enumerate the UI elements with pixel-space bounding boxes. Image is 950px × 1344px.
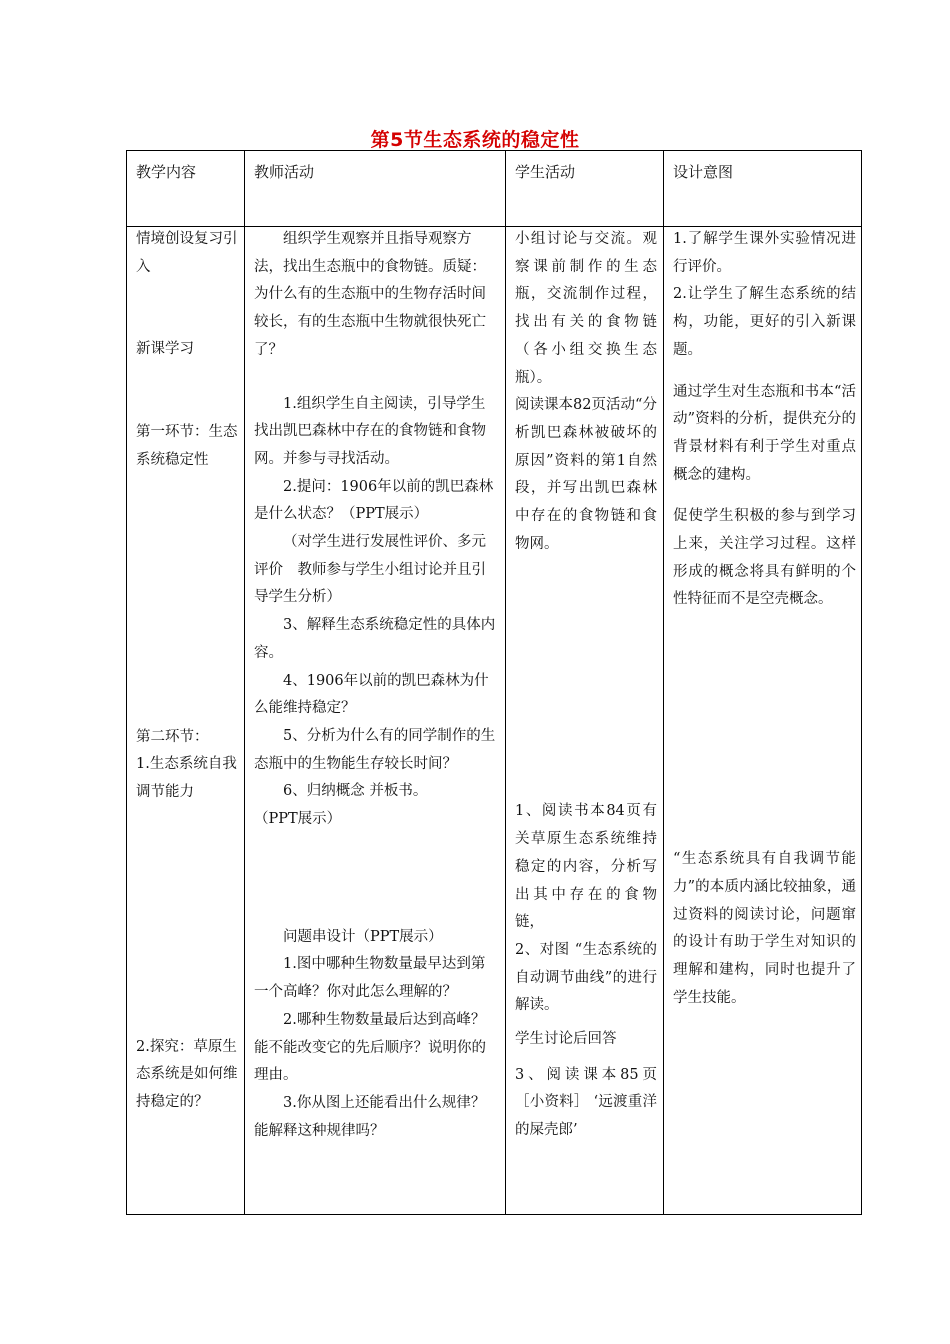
- column-divider: [663, 151, 664, 1214]
- design-intent-cell: [673, 226, 856, 1012]
- teacher-item: 6、归纳概念 并板书。: [283, 783, 428, 800]
- student-item: 1、阅读书本84页有关草原生态系统维持稳定的内容，分析写出其中存在的食物链，: [515, 803, 657, 931]
- teacher-item: （对学生进行发展性评价、多元评价 教师参与学生小组讨论并且引导学生分析）: [254, 534, 486, 606]
- lesson-table: [126, 150, 862, 1215]
- student-item: 3、阅读课本85页［小资料］ ‘远渡重洋的屎壳郎’: [515, 1066, 657, 1139]
- teacher-item: 5、分析为什么有的同学制作的生态瓶中的生物能生存较长时间？: [254, 727, 496, 772]
- header-design-intent: 设计意图: [673, 163, 734, 181]
- teacher-item: 4、1906年以前的凯巴森林为什么能维持稳定？: [254, 672, 489, 717]
- content-item: 1.生态系统自我调节能力: [136, 756, 237, 800]
- intent-item: “生态系统具有自我调节能力”的本质内涵比较抽象，通过资料的阅读讨论，问题窜的设计有助于学生对知识的理解和建构，同时也提升了学生技能。: [673, 851, 856, 1006]
- content-item: 情境创设复习引入: [136, 231, 238, 275]
- student-item: 学生讨论后回答: [515, 1031, 617, 1048]
- teacher-item: 2.哪种生物数量最后达到高峰？能不能改变它的先后顺序？说明你的理由。: [254, 1011, 486, 1084]
- content-item: 新课学习: [136, 341, 194, 358]
- student-item: 小组讨论与交流。观察课前制作的生态瓶，交流制作过程，找出有关的食物链（各小组交换生态瓶）。: [515, 231, 657, 386]
- teacher-item: 3、解释生态系统稳定性的具体内容。: [254, 617, 496, 661]
- teacher-item: 组织学生观察并且指导观察方法，找出生态瓶中的食物链。质疑：为什么有的生态瓶中的生物存活时间较长，有的生态瓶中生物就很快死亡了？: [254, 231, 486, 358]
- teacher-item: 问题串设计（PPT展示）: [283, 928, 443, 945]
- teacher-item: 1.组织学生自主阅读，引导学生找出凯巴森林中存在的食物链和食物网。并参与寻找活动。: [254, 395, 486, 467]
- header-teacher-activity: 教师活动: [254, 163, 315, 181]
- student-item: 2、对图 “生态系统的自动调节曲线”的进行解读。: [515, 941, 657, 1014]
- teaching-content-cell: [136, 226, 240, 1117]
- content-item: 第二环节：: [136, 728, 209, 745]
- teacher-item: 3.你从图上还能看出什么规律？能解释这种规律吗？: [254, 1094, 486, 1139]
- teacher-activity-cell: [254, 226, 499, 1145]
- header-student-activity: 学生活动: [515, 163, 576, 181]
- intent-item: 2.让学生了解生态系统的结构，功能，更好的引入新课题。: [673, 286, 856, 358]
- intent-item: 促使学生积极的参与到学习上来，关注学习过程。这样形成的概念将具有鲜明的个性特征而不是空壳概念。: [673, 508, 856, 608]
- student-activity-cell: [515, 226, 657, 1145]
- teacher-item: 1.图中哪种生物数量最早达到第一个高峰？你对此怎么理解的？: [254, 956, 486, 1001]
- teacher-item: （PPT展示）: [254, 811, 342, 828]
- content-item: 第一环节：生态系统稳定性: [136, 424, 238, 468]
- column-divider: [505, 151, 506, 1214]
- page-title: 第5节生态系统的稳定性: [370, 129, 580, 151]
- content-item: 2.探究：草原生态系统是如何维持稳定的？: [136, 1038, 238, 1111]
- column-divider: [244, 151, 245, 1214]
- student-item: 阅读课本82页活动“分析凯巴森林被破坏的原因”资料的第1自然段，并写出凯巴森林中存在的食物链和食物网。: [515, 397, 657, 552]
- teacher-item: 2.提问：1906年以前的凯巴森林是什么状态？（PPT展示）: [254, 478, 494, 523]
- intent-item: 1.了解学生课外实验情况进行评价。: [673, 231, 856, 275]
- header-teaching-content: 教学内容: [136, 163, 197, 181]
- intent-item: 通过学生对生态瓶和书本“活动”资料的分析，提供充分的背景材料有利于学生对重点概念的建构。: [673, 383, 856, 483]
